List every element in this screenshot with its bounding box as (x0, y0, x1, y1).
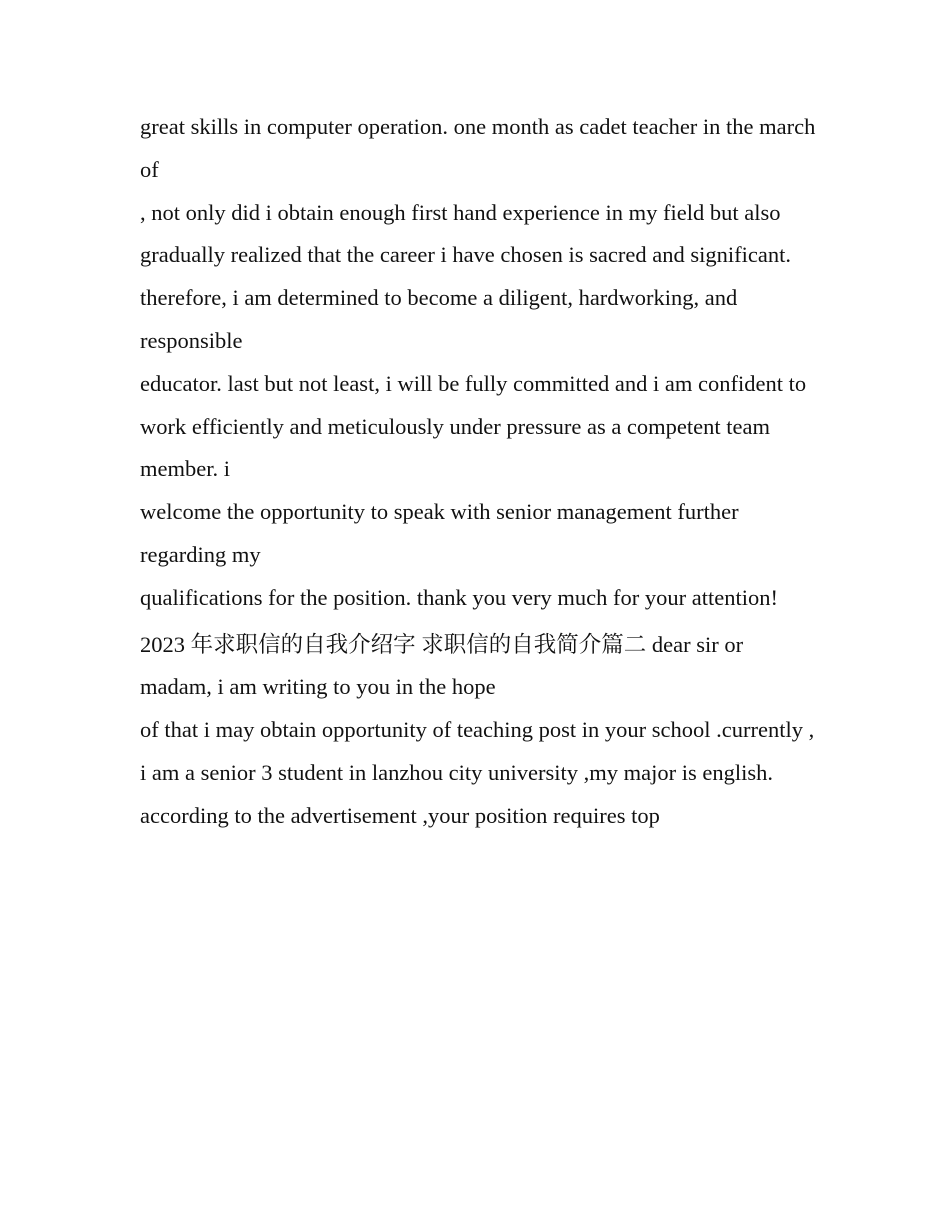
document-body (140, 106, 820, 838)
body-paragraph: therefore, i am determined to become a diligent, hardworking, and responsible (140, 285, 738, 353)
body-paragraph: work efficiently and meticulously under pressure as a competent team member. i (140, 413, 770, 482)
section-heading-paragraph: 2023 年求职信的自我介绍字 求职信的自我简介篇二 dear sir or madam, i am writing to you in the hope (140, 631, 744, 700)
body-paragraph: i am a senior 3 student in lanzhou city university ,my major is english. (140, 759, 774, 785)
body-paragraph: , not only did i obtain enough first hand experience in my field but also (140, 199, 781, 225)
body-paragraph: welcome the opportunity to speak with senior management further regarding my (140, 499, 739, 567)
body-paragraph: gradually realized that the career i have chosen is sacred and significant. (140, 242, 791, 268)
body-paragraph: great skills in computer operation. one month as cadet teacher in the march of (140, 114, 816, 182)
body-paragraph: of that i may obtain opportunity of teaching post in your school .currently , (140, 717, 815, 743)
body-paragraph: according to the advertisement ,your position requires top (140, 802, 660, 828)
body-paragraph: qualifications for the position. thank you very much for your attention! (140, 584, 778, 610)
body-paragraph: educator. last but not least, i will be fully committed and i am confident to (140, 370, 807, 396)
